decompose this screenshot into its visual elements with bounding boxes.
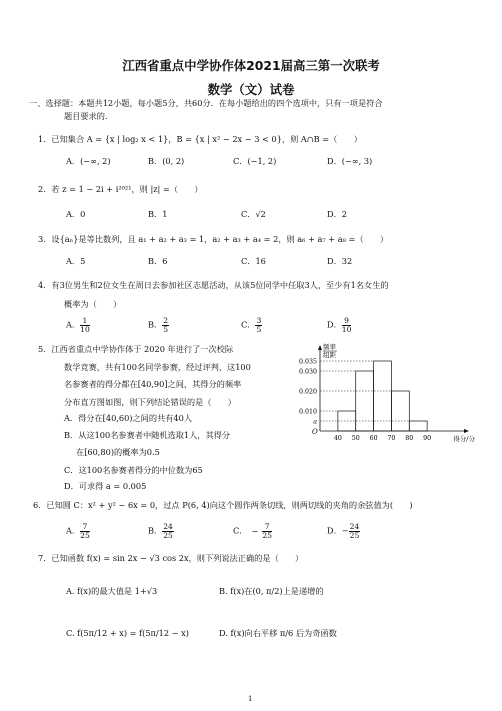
q5-option-c: C．这100名参赛者得分的中位数为65 <box>64 465 203 475</box>
question-5-line-4: 分布直方图如图，则下列结论错误的是（ ） <box>64 397 236 407</box>
question-5-line-1: 5．江西省重点中学协作体于 2020 年进行了一次校际 <box>38 344 234 354</box>
question-7: 7．已知函数 f(x) = sin 2x − √3 cos 2x，则下列说法正确的是（ ） <box>38 553 304 563</box>
q7-option-d: D. f(x)向右平移 π/6 后为奇函数 <box>219 628 337 638</box>
y-axis-label-line-1: 频率 <box>323 343 336 351</box>
question-4: 4．有3位男生和2位女生在周日去参加社区志愿活动，从该5位同学中任取3人，至少有1名女生的 <box>38 280 389 290</box>
q7-option-a: A. f(x)的最大值是 1+√3 <box>66 586 158 596</box>
q4-option-a-fraction <box>80 317 90 334</box>
q2-option-b: B．1 <box>148 209 168 219</box>
section-heading-cont: 题目要求的． <box>64 111 114 121</box>
q5-option-b-cont: 在[60,80)的概率为0.5 <box>76 447 160 457</box>
x-axis-arrow <box>464 429 469 433</box>
fraction-denominator: 5 <box>256 325 262 334</box>
q6-option-d-fraction <box>349 523 361 540</box>
q6-option-b <box>148 523 174 540</box>
fraction-denominator: 10 <box>80 325 90 334</box>
fraction-numerator: 24 <box>163 522 173 531</box>
fraction-denominator: 5 <box>163 325 169 334</box>
question-5-line-3: 名参赛者的得分都在[40,90]之间，其得分的频率 <box>64 379 242 389</box>
fraction-numerator: 7 <box>80 523 90 532</box>
y-tick-label: 0.020 <box>298 388 317 396</box>
q2-option-c: C．√2 <box>241 209 266 219</box>
y-tick-label: a <box>313 418 317 426</box>
question-5-line-2: 数学竞赛，共有100名同学参赛，经过评判，这100 <box>64 362 251 372</box>
q3-option-b: B．6 <box>148 256 168 266</box>
q4-option-c-label: C． <box>241 319 256 330</box>
x-tick-label: 70 <box>387 435 396 442</box>
histogram-bar <box>409 421 427 431</box>
exam-title: 江西省重点中学协作体2021届高三第一次联考 <box>122 58 380 73</box>
x-tick-label: 60 <box>369 435 378 442</box>
x-tick-label: 50 <box>351 435 360 442</box>
q4-option-a-label: A． <box>66 319 81 330</box>
fraction-numerator: 3 <box>256 316 262 325</box>
q6-option-c <box>233 523 272 540</box>
q7-option-b: B. f(x)在(0, π/2)上是递增的 <box>219 586 324 596</box>
histogram-bar <box>391 391 409 431</box>
q4-option-d <box>327 317 351 334</box>
fraction-numerator: 2 <box>163 316 169 325</box>
y-axis-arrow <box>318 345 322 350</box>
fraction-denominator: 10 <box>341 325 352 334</box>
q3-option-a: A．5 <box>66 256 86 266</box>
fraction-denominator: 25 <box>349 531 360 540</box>
exam-subtitle: 数学（文）试卷 <box>207 82 295 97</box>
q6-option-b-label: B． <box>148 525 163 536</box>
q7-option-c: C. f(5π/12 + x) = f(5π/12 − x) <box>66 628 189 638</box>
x-tick-label: 80 <box>405 435 414 442</box>
q5-option-a: A．得分在[40,60)之间的共有40人 <box>64 413 193 423</box>
q4-option-d-fraction <box>342 317 352 334</box>
page-number: 1 <box>248 695 253 703</box>
q6-option-c-label: C． <box>233 525 248 536</box>
question-6: 6．已知圆 C：x² + y² − 6x = 0，过点 P(6, 4)向这个圆作两条切线，则两切线的夹角的余弦值为( ) <box>33 500 413 510</box>
q4-option-b <box>148 317 169 334</box>
histogram-bar <box>356 371 374 431</box>
q4-option-b-label: B． <box>148 319 163 330</box>
q6-option-c-fraction <box>262 523 272 540</box>
q4-option-c-fraction <box>255 317 262 334</box>
x-tick-label: 40 <box>333 435 342 442</box>
q4-option-b-fraction <box>162 317 169 334</box>
q2-option-d: D．2 <box>327 209 347 219</box>
histogram-bar <box>374 361 392 431</box>
y-tick-label: 0.030 <box>298 368 317 376</box>
x-axis-label: 得分/分 <box>453 435 475 443</box>
question-4-cont: 概率为（ ） <box>64 299 122 309</box>
fraction-denominator: 25 <box>80 531 90 540</box>
fraction-numerator: 1 <box>80 317 90 326</box>
question-1: 1．已知集合 A = {x | log₂ x < 1}，B = {x | x² − 2x − 3 < 0}，则 A∩B =（ ） <box>38 134 362 144</box>
question-2: 2．若 z = 1 − 2i + i²⁰²¹，则 |z| =（ ） <box>38 184 203 194</box>
q1-option-a: A．(−∞, 2) <box>66 156 111 166</box>
fraction-numerator: 9 <box>342 317 352 326</box>
x-tick-label: 90 <box>423 435 432 442</box>
q4-option-d-label: D． <box>327 319 342 330</box>
q1-option-c: C．(−1, 2) <box>233 156 277 166</box>
q5-option-b: B．从这100名参赛者中随机选取1人，其得分 <box>64 430 231 440</box>
y-tick-label: 0.035 <box>298 358 317 366</box>
q6-option-c-sign: − <box>251 525 259 536</box>
q6-option-a <box>66 523 90 540</box>
section-heading: 一、选择题：本题共12小题，每小题5分，共60分．在每小题给出的四个选项中，只有一项是符合 <box>29 98 383 108</box>
q6-option-a-fraction <box>80 523 90 540</box>
q6-option-d-label: D． <box>327 525 342 536</box>
q6-option-b-fraction <box>162 523 174 540</box>
fraction-denominator: 25 <box>262 531 272 540</box>
origin-label: O <box>312 428 318 436</box>
q6-option-a-label: A． <box>66 525 81 536</box>
fraction-numerator: 24 <box>349 522 360 531</box>
q4-option-a <box>66 317 90 334</box>
q1-option-b: B．(0, 2) <box>148 156 185 166</box>
q3-option-d: D．32 <box>327 256 353 266</box>
q6-option-d <box>327 523 360 540</box>
q6-option-d-sign: − <box>341 525 349 536</box>
y-axis-label-line-2: 组距 <box>323 351 336 359</box>
q4-option-c <box>241 317 262 334</box>
y-tick-label: 0.010 <box>298 408 317 416</box>
frequency-histogram <box>286 341 486 446</box>
question-3: 3．设{aₙ}是等比数列，且 a₁ + a₂ + a₃ = 1，a₂ + a₃ + a₄ = 2，则 a₆ + a₇ + a₈ =（ ） <box>38 234 389 244</box>
q3-option-c: C．16 <box>241 256 266 266</box>
fraction-numerator: 7 <box>262 523 272 532</box>
q5-option-d: D．可求得 a = 0.005 <box>64 481 147 491</box>
q1-option-d: D．(−∞, 3) <box>327 156 373 166</box>
q2-option-a: A．0 <box>66 209 86 219</box>
fraction-denominator: 25 <box>163 531 173 540</box>
